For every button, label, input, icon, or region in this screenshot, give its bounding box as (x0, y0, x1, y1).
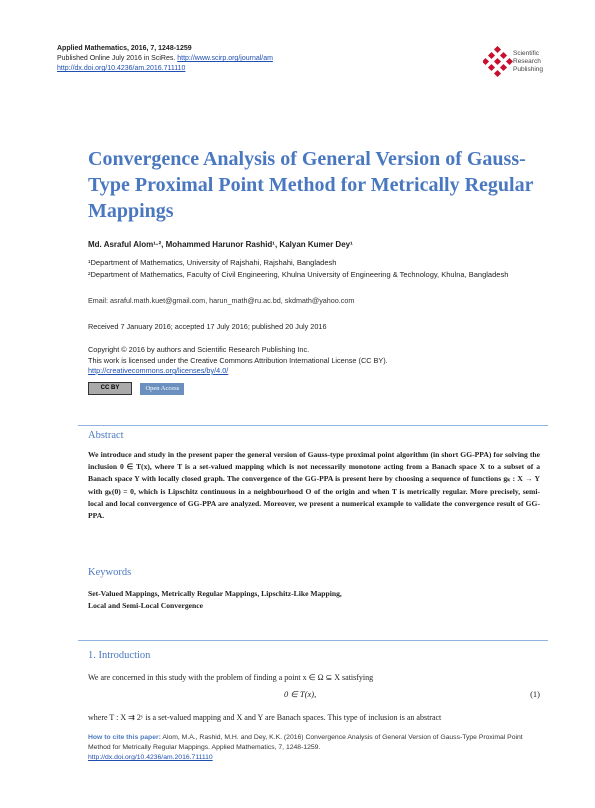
logo-text (513, 50, 543, 74)
affiliation-2: ²Department of Mathematics, Faculty of Civil Engineering, Khulna University of Engineering & Technology, Khulna, Bangladesh (88, 269, 509, 279)
how-to-cite-label: How to cite this paper: (88, 734, 161, 741)
abstract-divider (78, 425, 548, 426)
license-line: This work is licensed under the Creative Commons Attribution International License (CC BY). (88, 355, 388, 365)
journal-citation: Applied Mathematics, 2016, 7, 1248-1259 (57, 45, 192, 52)
keywords-line-2: Local and Semi-Local Convergence (88, 601, 203, 610)
how-to-cite (88, 733, 540, 763)
logo-line-1: Scientific (513, 50, 540, 57)
copyright-line: Copyright © 2016 by authors and Scientific Research Publishing Inc. (88, 345, 310, 354)
affiliations (88, 257, 548, 280)
citation-text: Alom, M.A., Rashid, M.H. and Dey, K.K. (2016) Convergence Analysis of General Version of Gauss-Type Proximal Point Method for Metrically Regular Mappings. Applied Mathematics, 7, 1248-1259. (88, 734, 523, 751)
intro-divider (78, 640, 548, 641)
open-access-badge: Open Access (140, 383, 184, 395)
cc-by-badge[interactable]: CC BY (88, 382, 132, 395)
authors: Md. Asraful Alom¹·², Mohammed Harunor Rashid¹, Kalyan Kumer Dey¹ (88, 240, 353, 249)
citation-doi-link[interactable]: http://dx.doi.org/10.4236/am.2016.711110 (88, 754, 213, 761)
paper-title: Convergence Analysis of General Version of Gauss-Type Proximal Point Method for Metrically Regular Mappings (88, 148, 534, 222)
logo-line-3: Publishing (513, 66, 543, 73)
abstract-heading: Abstract (88, 430, 124, 441)
publication-line (57, 54, 273, 64)
keywords-heading: Keywords (88, 567, 132, 578)
equation-body: 0 ∈ T(x), (284, 689, 317, 699)
scirp-diamond-logo-icon (483, 46, 513, 80)
keywords-text (88, 588, 540, 612)
scirp-logo (483, 40, 573, 88)
author-emails: Email: asraful.math.kuet@gmail.com, harun_math@ru.ac.bd, skdmath@yahoo.com (88, 296, 355, 305)
article-dates: Received 7 January 2016; accepted 17 July 2016; published 20 July 2016 (88, 322, 327, 331)
journal-header (57, 44, 273, 74)
intro-line-2: where T : X ⇉ 2ʸ is a set-valued mapping and X and Y are Banach spaces. This type of inclusion is an abstract (88, 713, 442, 722)
license-link[interactable]: http://creativecommons.org/licenses/by/4.0/ (88, 366, 229, 375)
introduction-heading: 1. Introduction (88, 650, 151, 661)
license-badges (88, 380, 184, 398)
journal-url-link[interactable]: http://www.scirp.org/journal/am (177, 55, 273, 62)
keywords-line-1: Set-Valued Mappings, Metrically Regular Mappings, Lipschitz-Like Mapping, (88, 589, 342, 598)
published-online-text: Published Online July 2016 in SciRes. (57, 55, 176, 62)
abstract-text: We introduce and study in the present paper the general version of Gauss-type proximal point algorithm (in short GG-PPA) for solving the inclusion 0 ∈ T(x), where T is a set-valued mapping which is not necessarily monotone acting from a Banach space X to a subset of a Banach space Y with locally closed graph. The convergence of the GG-PPA is present here by choosing a sequence of functions gₖ : X → Y with gₖ(0) = 0, which is Lipschitz continuous in a neighbourhood O of the origin and when T is metrically regular. More precisely, semi-local and local convergence of GG-PPA are analyzed. Moreover, we present a numerical example to validate the convergence result of GG-PPA. (88, 450, 540, 521)
doi-link[interactable]: http://dx.doi.org/10.4236/am.2016.711110 (57, 65, 186, 72)
logo-line-2: Research (513, 58, 541, 65)
copyright-block (88, 345, 548, 377)
affiliation-1: ¹Department of Mathematics, University of Rajshahi, Rajshahi, Bangladesh (88, 258, 337, 267)
equation-number: (1) (530, 689, 540, 699)
intro-line-1: We are concerned in this study with the problem of finding a point x ∈ Ω ⊆ X satisfying (88, 673, 374, 682)
